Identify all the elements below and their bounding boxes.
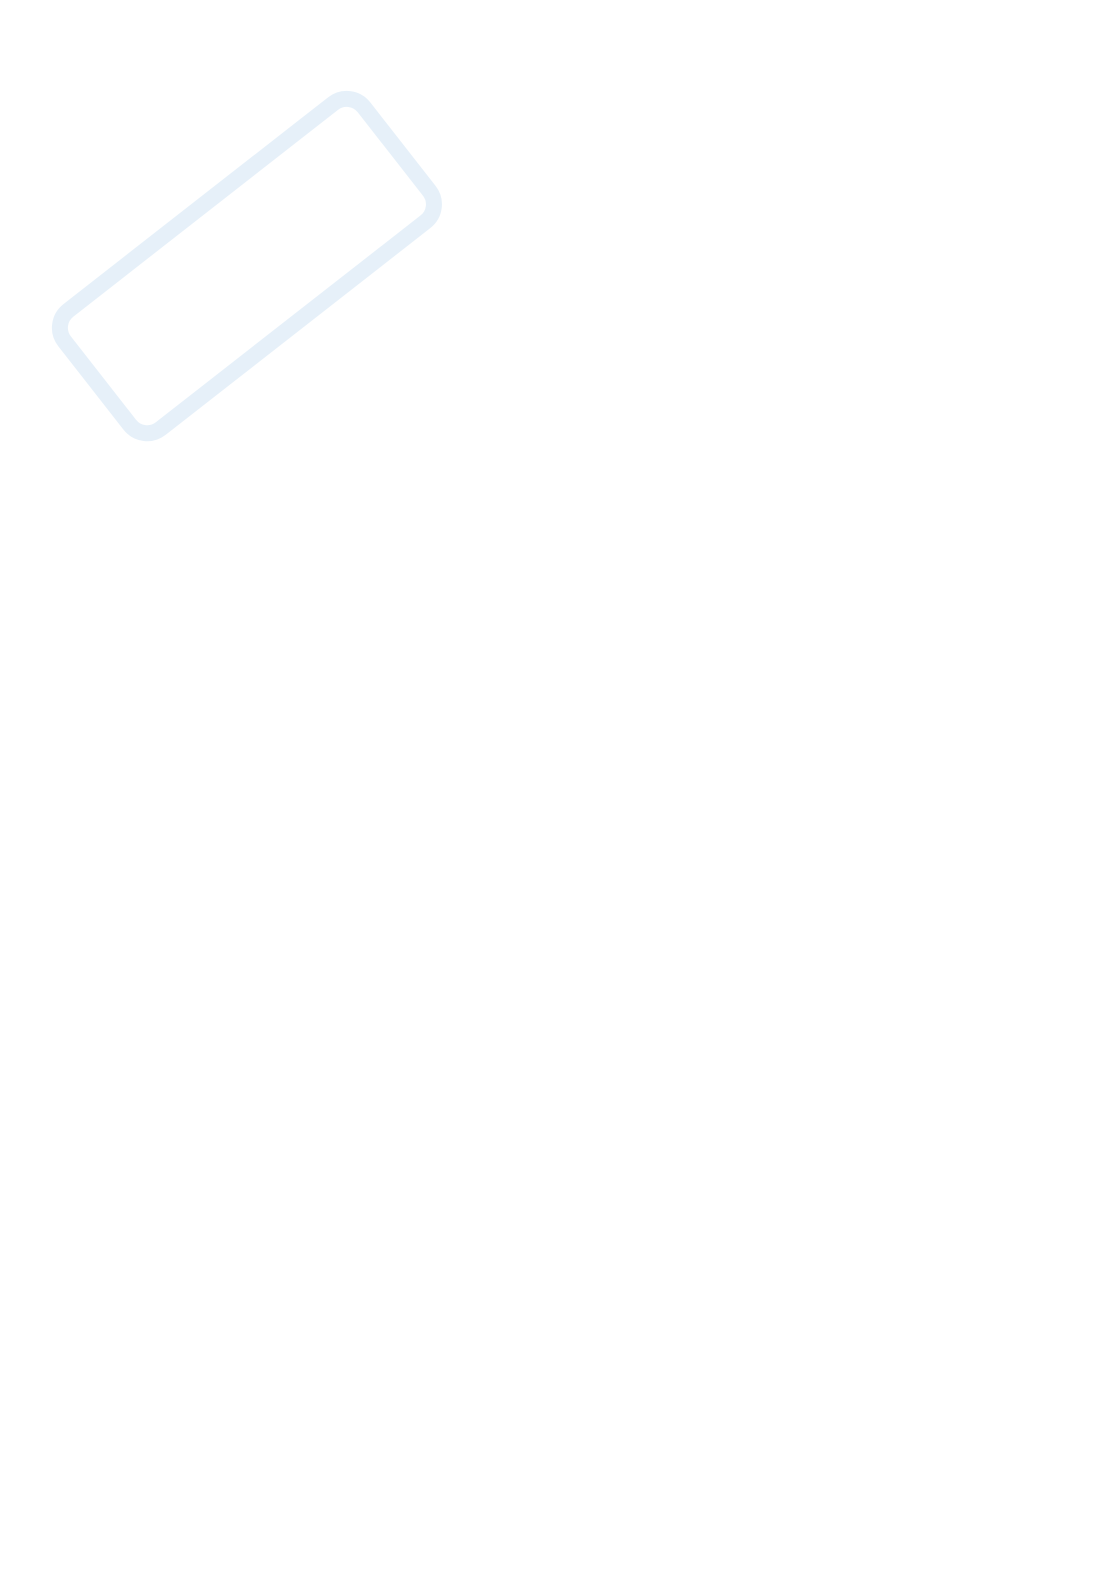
skuola-watermark-logo [20,40,480,500]
document-body [106,128,1003,147]
